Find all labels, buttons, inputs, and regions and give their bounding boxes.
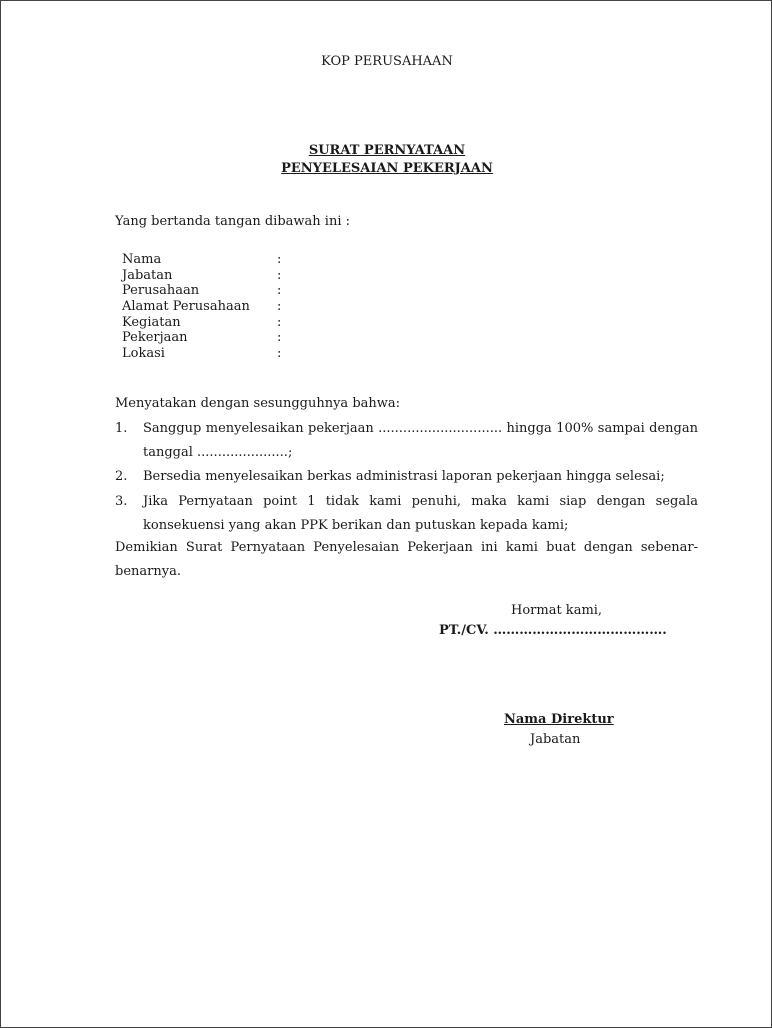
list-item [115,465,698,489]
field-row-perusahaan [122,283,281,299]
list-number: 1. [115,421,128,436]
list-text: Jika Pernyataan point 1 tidak kami penuhi, maka kami siap dengan segala konsekuensi yang akan PPK berikan dan putuskan kepada kami; [143,494,698,533]
field-separator: : [277,299,282,315]
closing-paragraph: Demikian Surat Pernyataan Penyelesaian Pekerjaan ini kami buat dengan sebenar-benarnya. [115,540,698,579]
signature-greeting: Hormat kami, [511,603,603,618]
field-separator: : [277,330,282,346]
field-separator: : [277,252,282,267]
field-separator: : [277,267,282,283]
field-separator: : [277,314,282,330]
field-label: Pekerjaan [122,330,188,346]
intro-text: Yang bertanda tangan dibawah ini : [115,214,350,229]
field-label: Nama [122,252,162,267]
field-label: Jabatan [122,267,173,283]
document-subtitle: PENYELESAIAN PEKERJAAN [281,161,493,176]
list-item [115,490,698,538]
field-label: Alamat Perusahaan [122,299,250,315]
list-number: 2. [115,469,128,484]
field-row-alamat [122,299,281,315]
list-number: 3. [115,494,128,509]
field-row-nama [122,252,281,268]
list-item [115,417,698,465]
field-row-lokasi [122,346,281,362]
field-label: Perusahaan [122,283,200,299]
field-label: Kegiatan [122,314,181,330]
field-row-pekerjaan [122,330,281,346]
field-label: Lokasi [122,346,165,362]
field-row-jabatan [122,268,281,284]
field-separator: : [277,346,282,362]
signature-position: Jabatan [530,732,581,747]
list-text: Bersedia menyelesaikan berkas administrasi laporan pekerjaan hingga selesai; [143,469,665,484]
list-text: Sanggup menyelesaikan pekerjaan .............................. hingga 100% sampai dengan tanggal ......................; [143,421,698,460]
field-row-kegiatan [122,315,281,331]
identity-fields [122,252,281,362]
signature-director-name: Nama Direktur [504,712,614,727]
letterhead-placeholder: KOP PERUSAHAAN [321,54,453,69]
statement-intro: Menyatakan dengan sesungguhnya bahwa: [115,396,401,411]
field-separator: : [277,283,282,299]
signature-company: PT./CV. …………………………………. [439,623,667,638]
document-title: SURAT PERNYATAAN [308,143,466,158]
